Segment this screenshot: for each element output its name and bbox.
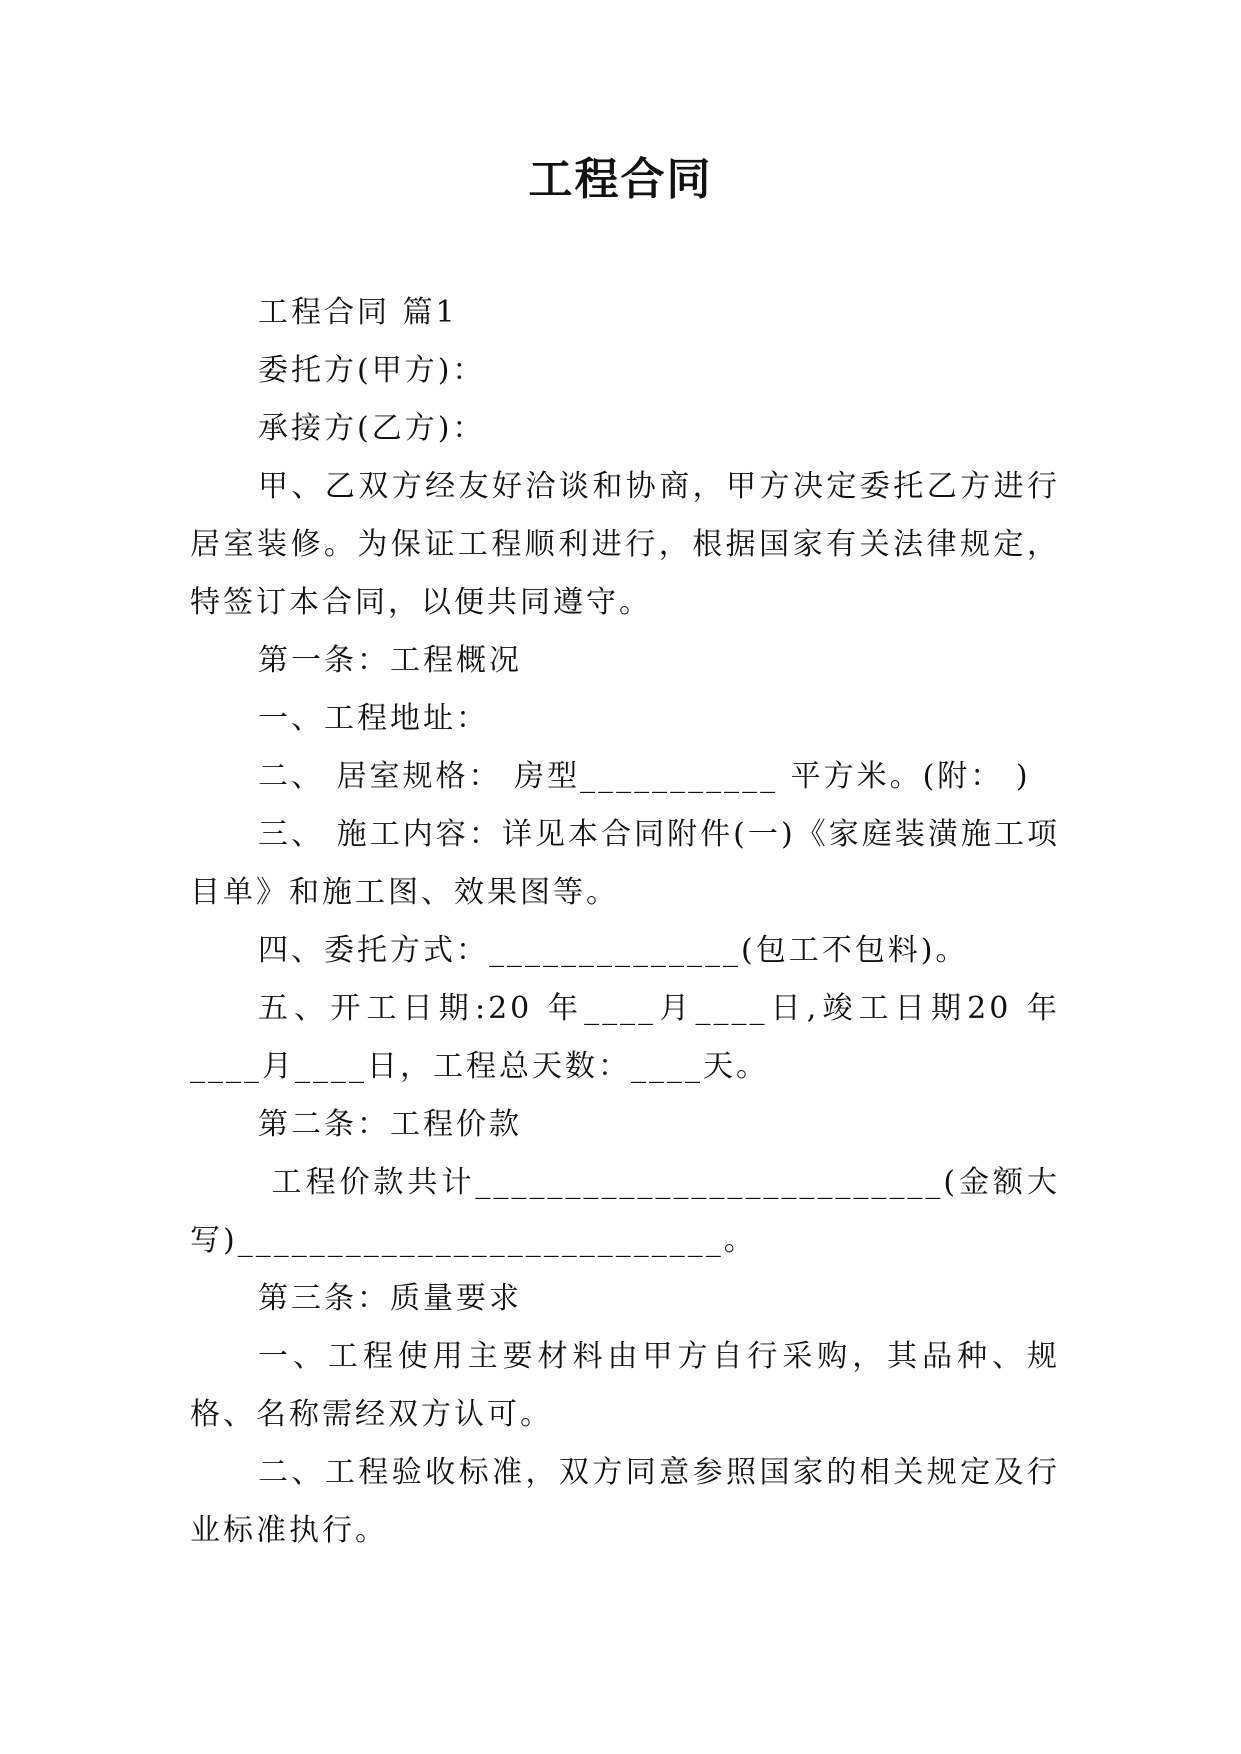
article-3-heading: 第三条：质量要求 bbox=[258, 1281, 522, 1316]
document-body bbox=[190, 284, 1060, 1560]
construction-content-paragraph: 三、 施工内容：详见本合同附件(一)《家庭装潢施工项目单》和施工图、效果图等。 bbox=[190, 817, 1060, 910]
schedule-paragraph: 五、开工日期:20 年____月____日,竣工日期20 年____月____日，工程总天数：____天。 bbox=[190, 991, 1060, 1084]
party-b-line: 承接方(乙方)： bbox=[258, 411, 486, 446]
entrust-method-line: 四、委托方式：______________(包工不包料)。 bbox=[258, 933, 969, 968]
price-paragraph: 工程价款共计__________________________(金额大写)___________________________。 bbox=[190, 1165, 1060, 1258]
acceptance-paragraph: 二、工程验收标准，双方同意参照国家的相关规定及行业标准执行。 bbox=[190, 1455, 1060, 1548]
document-title: 工程合同 bbox=[528, 154, 713, 205]
room-spec-line: 二、 居室规格： 房型___________ 平方米。(附： ) bbox=[258, 759, 1031, 794]
article-1-heading: 第一条：工程概况 bbox=[258, 643, 522, 678]
section-heading: 工程合同 篇1 bbox=[258, 295, 458, 330]
party-a-line: 委托方(甲方)： bbox=[258, 353, 486, 388]
preamble-paragraph: 甲、乙双方经友好洽谈和协商，甲方决定委托乙方进行居室装修。为保证工程顺利进行，根据国家有关法律规定，特签订本合同，以便共同遵守。 bbox=[190, 469, 1060, 620]
project-address-line: 一、工程地址： bbox=[258, 701, 489, 736]
materials-paragraph: 一、工程使用主要材料由甲方自行采购，其品种、规格、名称需经双方认可。 bbox=[190, 1339, 1060, 1432]
article-2-heading: 第二条：工程价款 bbox=[258, 1107, 522, 1142]
